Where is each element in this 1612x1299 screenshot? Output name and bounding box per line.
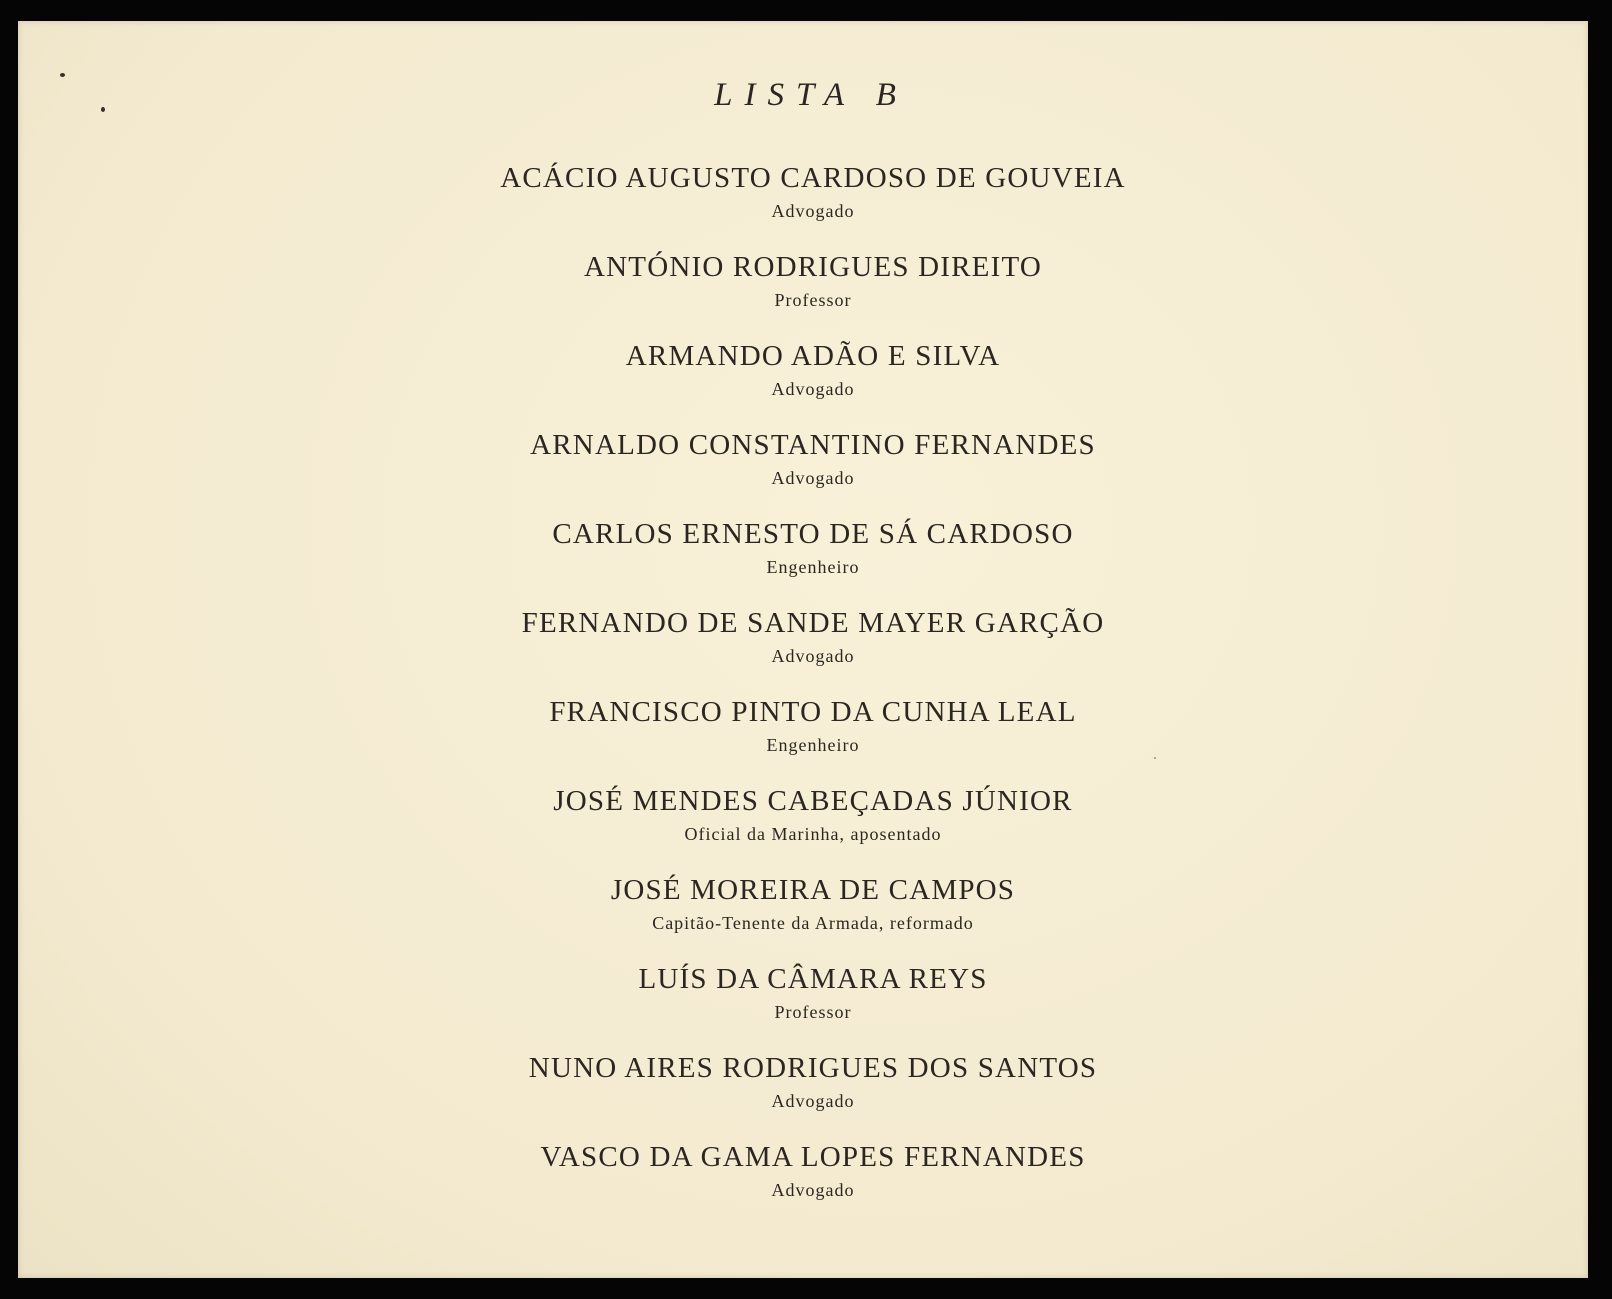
candidate-profession: Advogado [771,379,855,399]
candidate-name: NUNO AIRES RODRIGUES DOS SANTOS [528,1052,1098,1084]
candidate-profession: Advogado [771,646,855,666]
candidate-profession: Advogado [771,1091,855,1111]
candidate-name: LUÍS DA CÂMARA REYS [638,963,988,995]
candidate-profession: Engenheiro [766,735,860,755]
candidate-entry [18,159,1588,248]
candidate-name: JOSÉ MENDES CABEÇADAS JÚNIOR [553,785,1073,817]
candidate-list [18,159,1588,1227]
candidate-name: ARNALDO CONSTANTINO FERNANDES [530,429,1096,461]
candidate-entry [18,604,1588,693]
candidate-name: VASCO DA GAMA LOPES FERNANDES [540,1141,1086,1173]
candidate-profession: Professor [774,290,852,310]
candidate-profession: Advogado [771,201,855,221]
candidate-entry [18,1049,1588,1138]
candidate-name: ARMANDO ADÃO E SILVA [625,340,1001,372]
candidate-name: JOSÉ MOREIRA DE CAMPOS [610,874,1016,906]
candidate-profession: Capitão-Tenente da Armada, reformado [652,913,974,933]
candidate-name: FERNANDO DE SANDE MAYER GARÇÃO [521,607,1105,639]
candidate-name: FRANCISCO PINTO DA CUNHA LEAL [549,696,1077,728]
candidate-profession: Oficial da Marinha, aposentado [684,824,942,844]
candidate-entry [18,1138,1588,1227]
candidate-entry [18,248,1588,337]
ballot-sheet [18,21,1588,1278]
candidate-entry [18,337,1588,426]
candidate-profession: Engenheiro [766,557,860,577]
candidate-entry [18,515,1588,604]
candidate-name: CARLOS ERNESTO DE SÁ CARDOSO [552,518,1074,550]
candidate-entry [18,871,1588,960]
candidate-entry [18,782,1588,871]
candidate-name: ACÁCIO AUGUSTO CARDOSO DE GOUVEIA [500,162,1126,194]
candidate-name: ANTÓNIO RODRIGUES DIREITO [584,251,1042,283]
candidate-entry [18,693,1588,782]
candidate-profession: Advogado [771,468,855,488]
list-title: LISTA B [714,77,908,113]
candidate-profession: Advogado [771,1180,855,1200]
candidate-entry [18,426,1588,515]
candidate-entry [18,960,1588,1049]
candidate-profession: Professor [774,1002,852,1022]
